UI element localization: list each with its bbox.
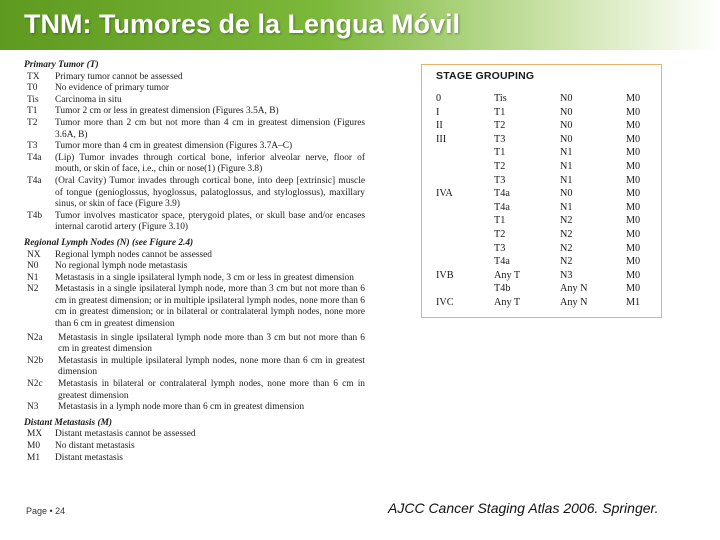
citation: AJCC Cancer Staging Atlas 2006. Springer. [388, 500, 659, 516]
m-cell: M0 [626, 93, 641, 104]
stage-cell: 0 [436, 93, 442, 104]
definition-text: No regional lymph node metastasis [55, 261, 188, 272]
t-cell: T3 [494, 242, 506, 254]
t-cell: T2 [494, 120, 506, 132]
stage-row [436, 228, 650, 242]
t-cell: T2 [494, 160, 506, 172]
definition-text: (Oral Cavity) Tumor invades through cortical bone, into deep [extrinsic] muscle of tongue (genioglossus, hyoglossus, palatoglossus, and styloglossus), maxillary sinus, or skin of face (Figure 3.9) [55, 175, 365, 210]
t-cell: T4b [494, 283, 511, 295]
definition-row [24, 83, 367, 95]
definition-row [24, 250, 367, 262]
definition-row [24, 453, 367, 465]
definition-code: N2c [27, 379, 43, 390]
definition-text: Metastasis in multiple ipsilateral lymph nodes, none more than 6 cm in greatest dimension [58, 355, 365, 378]
n-cell: N1 [560, 174, 573, 186]
tnm-definitions-panel [24, 58, 367, 508]
stage-row [436, 146, 650, 160]
definition-code: T4a [27, 152, 42, 163]
definition-text: Metastasis in bilateral or contralateral lymph nodes, none more than 6 cm in greatest dimension [58, 379, 365, 401]
definition-text: No evidence of primary tumor [55, 83, 170, 94]
m-cell: M0 [626, 120, 641, 132]
stage-cell [436, 160, 494, 174]
definition-row [24, 95, 367, 107]
n-cell: N2 [560, 215, 573, 227]
stage-grouping-title: STAGE GROUPING [436, 70, 535, 82]
primary-tumor-heading: Primary Tumor (T) [24, 60, 99, 70]
t-cell: Any T [494, 296, 521, 308]
n-cell: N2 [560, 228, 573, 240]
stage-row [436, 187, 650, 201]
definition-text: Metastasis in a single ipsilateral lymph node, more than 3 cm but not more than 6 cm in greatest dimension; or in multiple ipsilateral lymph nodes, none more than 6 cm in greatest dimension; or in bilateral or contralateral lymph nodes, none more than 6 cm in greatest dimension [55, 284, 365, 330]
n-cell: N0 [560, 120, 573, 132]
definition-code: N2b [27, 355, 44, 366]
stage-cell [436, 242, 494, 256]
title-bar [0, 0, 720, 50]
definition-text: Tumor more than 2 cm but not more than 4 cm in greatest dimension (Figures 3.6A, B) [55, 117, 365, 140]
t-cell: Tis [494, 93, 507, 104]
m-cell: M0 [626, 106, 641, 118]
stage-cell: III [436, 133, 447, 145]
stage-cell: II [436, 120, 443, 132]
definition-code: T4b [27, 210, 43, 221]
definition-code: N2 [27, 284, 39, 295]
stage-cell: IVA [436, 188, 453, 200]
stage-row [436, 282, 650, 296]
m-cell: M1 [626, 296, 641, 308]
t-cell: Any T [494, 269, 521, 281]
definition-row [24, 356, 367, 379]
distant-metastasis-list [24, 429, 367, 464]
definition-text: Metastasis in a single ipsilateral lymph node, 3 cm or less in greatest dimension [55, 272, 354, 283]
n-cell: N2 [560, 256, 573, 268]
m-cell: M0 [626, 188, 641, 200]
t-cell: T1 [494, 106, 506, 118]
n-cell: N3 [560, 269, 573, 281]
stage-cell: IVC [436, 296, 454, 308]
distant-metastasis-heading: Distant Metastasis (M) [24, 417, 113, 428]
definition-row [24, 211, 367, 234]
definition-row [24, 441, 367, 453]
slide-title: TNM: Tumores de la Lengua Móvil [24, 9, 461, 39]
m-cell: M0 [626, 242, 641, 254]
n-cell: N0 [560, 133, 573, 145]
t-cell: T4a [494, 201, 510, 213]
stage-row [436, 119, 650, 133]
stage-row [436, 133, 650, 147]
definition-row [24, 379, 367, 402]
definition-code: Tis [27, 94, 39, 105]
definition-text: Tumor 2 cm or less in greatest dimension (Figures 3.5A, B) [55, 106, 279, 117]
definition-code: N0 [27, 261, 39, 272]
stage-cell [436, 255, 494, 269]
definition-row [24, 333, 367, 356]
m-cell: M0 [626, 133, 641, 145]
stage-row [436, 174, 650, 188]
t-cell: T4a [494, 188, 510, 200]
definition-text: Metastasis in a lymph node more than 6 cm in greatest dimension [58, 402, 305, 413]
definition-code: NX [27, 249, 41, 260]
definition-row [24, 284, 367, 330]
definition-row [24, 176, 367, 211]
m-cell: M0 [626, 215, 641, 227]
stage-row [436, 296, 650, 310]
primary-tumor-list [24, 72, 367, 234]
regional-nodes-sublist [24, 333, 367, 414]
definition-row [24, 72, 367, 84]
stage-cell [436, 174, 494, 188]
regional-nodes-list [24, 250, 367, 331]
n-cell: N1 [560, 201, 573, 213]
definition-row [24, 141, 367, 153]
definition-code: T4a [27, 175, 42, 186]
stage-row [436, 160, 650, 174]
m-cell: M0 [626, 269, 641, 281]
definition-code: T3 [27, 141, 38, 152]
definition-row [24, 261, 367, 273]
definition-code: M1 [27, 452, 41, 463]
stage-cell [436, 214, 494, 228]
definition-code: T1 [27, 106, 38, 117]
n-cell: N1 [560, 160, 573, 172]
stage-cell [436, 201, 494, 215]
n-cell: N2 [560, 242, 573, 254]
stage-cell: I [436, 106, 440, 118]
stage-row [436, 201, 650, 215]
definition-row [24, 118, 367, 141]
stage-cell [436, 228, 494, 242]
stage-grouping-box [421, 64, 662, 318]
definition-text: Distant metastasis [55, 452, 123, 463]
stage-row [436, 214, 650, 228]
n-cell: N0 [560, 93, 573, 104]
m-cell: M0 [626, 174, 641, 186]
definition-text: Carcinoma in situ [55, 94, 122, 105]
definition-text: Primary tumor cannot be assessed [55, 71, 183, 82]
page-number: Page • 24 [26, 506, 66, 516]
stage-row [436, 242, 650, 256]
definition-row [24, 106, 367, 118]
m-cell: M0 [626, 201, 641, 213]
stage-row [436, 92, 650, 106]
t-cell: T2 [494, 228, 506, 240]
stage-grouping-table [436, 92, 650, 310]
definition-text: Tumor involves masticator space, pterygoid plates, or skull base and/or encases internal carotid artery (Figure 3.10) [55, 210, 365, 233]
stage-cell [436, 282, 494, 296]
m-cell: M0 [626, 160, 641, 172]
stage-row [436, 106, 650, 120]
t-cell: T1 [494, 215, 506, 227]
definition-row [24, 429, 367, 441]
definition-text: Tumor more than 4 cm in greatest dimension (Figures 3.7A–C) [55, 141, 293, 152]
t-cell: T3 [494, 174, 506, 186]
n-cell: N0 [560, 188, 573, 200]
definition-code: MX [27, 429, 43, 440]
regional-nodes-heading: Regional Lymph Nodes (N) (see Figure 2.4) [24, 237, 194, 248]
t-cell: T4a [494, 256, 510, 268]
definition-text: No distant metastasis [55, 441, 135, 451]
n-cell: N1 [560, 147, 573, 159]
definition-code: M0 [27, 441, 41, 451]
m-cell: M0 [626, 283, 641, 295]
definition-text: Metastasis in single ipsilateral lymph node more than 3 cm but not more than 6 cm in greatest dimension [58, 332, 365, 355]
t-cell: T3 [494, 133, 506, 145]
stage-row [436, 255, 650, 269]
definition-code: T2 [27, 117, 38, 128]
definition-text: Regional lymph nodes cannot be assessed [55, 249, 212, 260]
n-cell: Any N [560, 283, 588, 295]
definition-code: N3 [27, 402, 39, 413]
stage-cell: IVB [436, 269, 454, 281]
definition-code: TX [27, 71, 40, 82]
n-cell: N0 [560, 106, 573, 118]
definition-row [24, 153, 367, 176]
definition-row [24, 273, 367, 285]
m-cell: M0 [626, 228, 641, 240]
t-cell: T1 [494, 147, 506, 159]
definition-code: N2a [27, 332, 43, 343]
definition-text: (Lip) Tumor invades through cortical bone, inferior alveolar nerve, floor of mouth, or skin of face, i.e., chin or nose(1) (Figure 3.8) [55, 152, 365, 175]
definition-code: N1 [27, 272, 39, 283]
definition-text: Distant metastasis cannot be assessed [55, 429, 196, 440]
m-cell: M0 [626, 147, 641, 159]
n-cell: Any N [560, 296, 588, 308]
definition-row [24, 402, 367, 414]
stage-row [436, 269, 650, 283]
m-cell: M0 [626, 256, 641, 268]
stage-cell [436, 146, 494, 160]
definition-code: T0 [27, 83, 38, 94]
